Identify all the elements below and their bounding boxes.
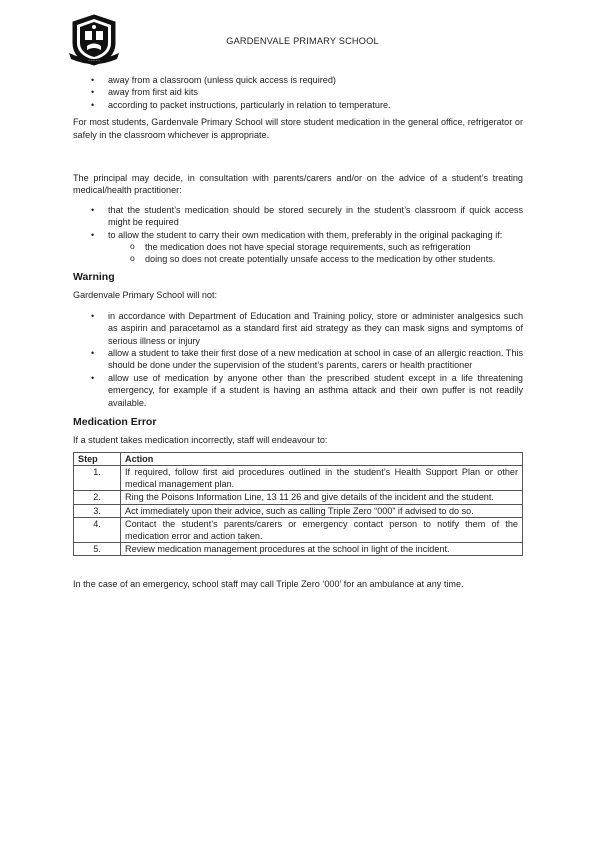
list-item: • in accordance with Department of Education and Training policy, store or administer analgesics such as aspirin and paracetamol as a standard first aid strategy as they can mask signs and symptoms of serious illness or injury: [73, 310, 523, 347]
principal-list: [73, 204, 523, 241]
document-body: [73, 74, 523, 591]
table-row: [74, 543, 523, 556]
list-item: • allow use of medication by anyone other than the prescribed student except in a life threatening emergency, for example if a student is having an asthma attack and their own puffer is not readily available.: [73, 372, 523, 409]
list-item: • to allow the student to carry their own medication with them, preferably in the original packaging if:: [73, 229, 523, 241]
storage-list: [73, 74, 523, 111]
list-item: • according to packet instructions, particularly in relation to temperature.: [73, 99, 523, 111]
warning-heading: Warning: [73, 270, 115, 283]
step-cell: 4.: [74, 517, 121, 542]
medication-error-table: [73, 452, 523, 557]
step-cell: 2.: [74, 491, 121, 504]
action-cell: If required, follow first aid procedures outlined in the student’s Health Support Plan or other medical management plan.: [121, 465, 523, 490]
closing-paragraph: In the case of an emergency, school staff may call Triple Zero ‘000’ for an ambulance at any time.: [73, 579, 464, 590]
svg-text:~~~~~: ~~~~~: [87, 58, 101, 62]
list-item: • that the student’s medication should be stored securely in the student’s classroom if quick access might be required: [73, 204, 523, 229]
action-cell: Contact the student’s parents/carers or emergency contact person to notify them of the medication error and action taken.: [121, 517, 523, 542]
list-item: • allow a student to take their first dose of a new medication at school in case of an allergic reaction. This should be done under the supervision of the student’s parents, carers or health practitioner: [73, 347, 523, 372]
action-cell: Review medication management procedures at the school in light of the incident.: [121, 543, 523, 556]
sub-list-item: o doing so does not create potentially unsafe access to the medication by other students.: [73, 253, 523, 265]
step-cell: 3.: [74, 504, 121, 517]
storage-paragraph: For most students, Gardenvale Primary School will store student medication in the general office, refrigerator or safely in the classroom whichever is appropriate.: [73, 117, 523, 140]
warning-intro: Gardenvale Primary School will not:: [73, 290, 218, 301]
column-header-action: Action: [121, 452, 523, 465]
principal-paragraph: The principal may decide, in consultation with parents/carers and/or on the advice of a student’s treating medical/health practitioner:: [73, 173, 523, 196]
action-cell: Act immediately upon their advice, such as calling Triple Zero “000” if advised to do so.: [121, 504, 523, 517]
step-cell: 1.: [74, 465, 121, 490]
step-cell: 5.: [74, 543, 121, 556]
medication-error-heading: Medication Error: [73, 415, 157, 428]
sub-list-item: o the medication does not have special storage requirements, such as refrigeration: [73, 241, 523, 253]
action-cell: Ring the Poisons Information Line, 13 11 26 and give details of the incident and the student.: [121, 491, 523, 504]
medication-error-intro: If a student takes medication incorrectly, staff will endeavour to:: [73, 435, 328, 446]
table-row: [74, 517, 523, 542]
table-row: [74, 504, 523, 517]
list-item: • away from first aid kits: [73, 86, 523, 98]
school-name-header: GARDENVALE PRIMARY SCHOOL: [226, 36, 379, 46]
principal-sub-list: [73, 241, 523, 266]
table-row: [74, 465, 523, 490]
column-header-step: Step: [74, 452, 121, 465]
warning-list: [73, 310, 523, 409]
list-item: • away from a classroom (unless quick access is required): [73, 74, 523, 86]
table-header-row: [74, 452, 523, 465]
table-row: [74, 491, 523, 504]
